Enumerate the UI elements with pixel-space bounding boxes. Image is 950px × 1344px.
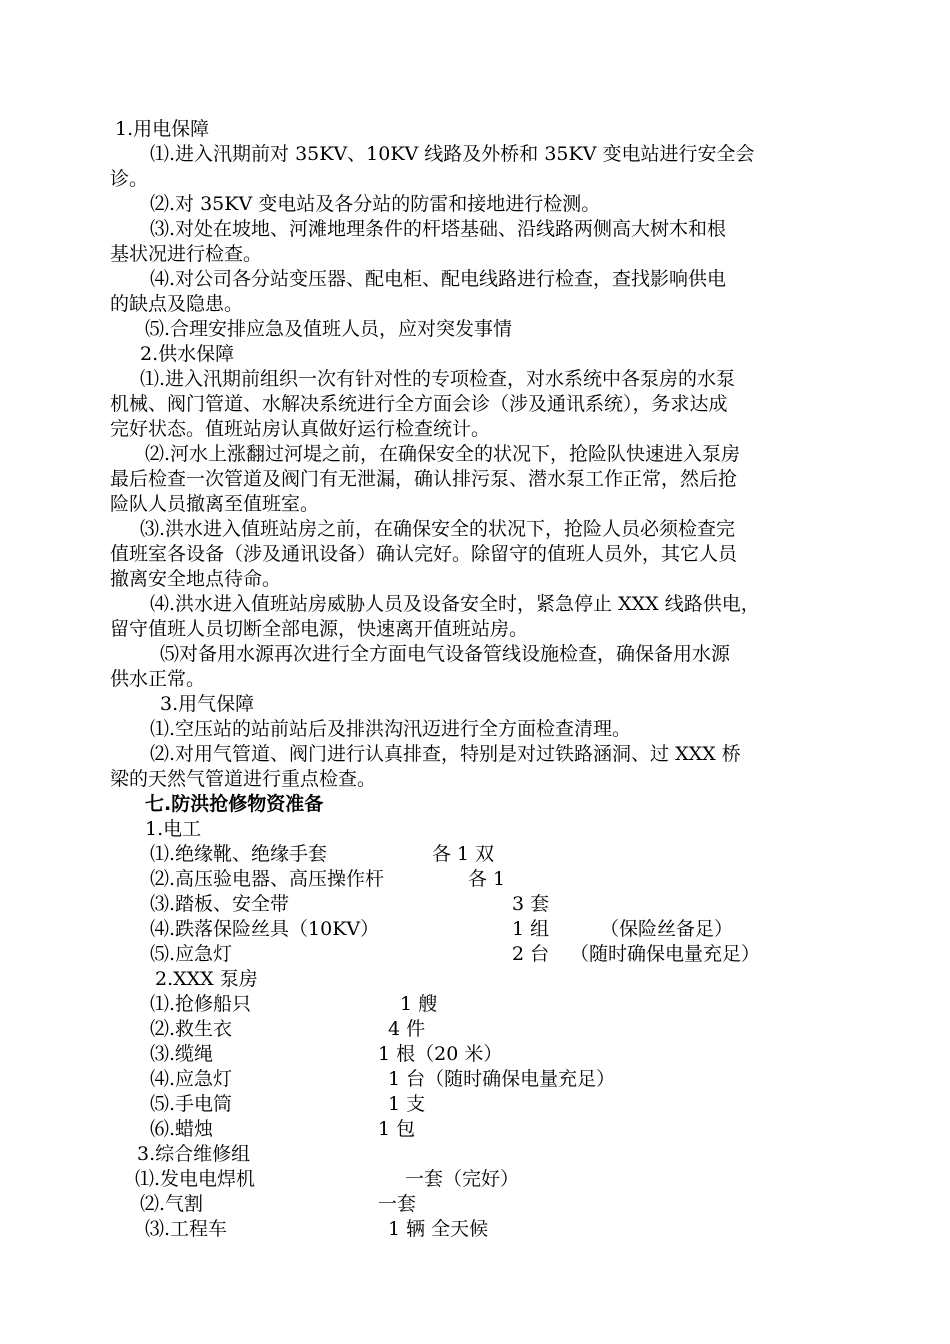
supply-row xyxy=(0,1192,950,1216)
paragraph-line: ⑵.河水上涨翻过河堤之前，在确保安全的状况下，抢险队快速进入泵房 xyxy=(145,443,741,465)
paragraph-line: 留守值班人员切断全部电源，快速离开值班站房。 xyxy=(110,618,529,640)
supply-row xyxy=(0,892,950,916)
paragraph-line: 完好状态。值班站房认真做好运行检查统计。 xyxy=(110,418,491,440)
supply-item: ⑵.救生衣 xyxy=(150,1018,233,1040)
supply-qty: 3 套 xyxy=(512,893,550,915)
supply-qty: 一套 xyxy=(378,1193,417,1215)
section-title-supplies: 七.防洪抢修物资准备 xyxy=(145,793,324,815)
paragraph-line: 供水正常。 xyxy=(110,668,206,690)
supply-qty: 1 台（随时确保电量充足） xyxy=(388,1068,616,1090)
heading-water: 2.供水保障 xyxy=(140,343,235,365)
supply-note: （随时确保电量充足） xyxy=(570,943,761,965)
supply-row xyxy=(0,917,950,941)
paragraph-line: ⑷.洪水进入值班站房威胁人员及设备安全时，紧急停止 XXX 线路供电， xyxy=(150,593,760,615)
supply-qty: 1 支 xyxy=(388,1093,426,1115)
supply-item: ⑶.工程车 xyxy=(145,1218,228,1240)
supply-qty: 各 1 xyxy=(468,868,506,890)
supply-row xyxy=(0,1117,950,1141)
paragraph-line: 撤离安全地点待命。 xyxy=(110,568,282,590)
supply-row xyxy=(0,867,950,891)
paragraph-line: 值班室各设备（涉及通讯设备）确认完好。除留守的值班人员外，其它人员 xyxy=(110,543,738,565)
heading-power: 1.用电保障 xyxy=(115,118,210,140)
paragraph-line: ⑷.对公司各分站变压器、配电柜、配电线路进行检查，查找影响供电 xyxy=(150,268,727,290)
paragraph-line: ⑴.空压站的站前站后及排洪沟汛迈进行全方面检查清理。 xyxy=(150,718,632,740)
supply-row xyxy=(0,942,950,966)
supply-qty: 1 根（20 米） xyxy=(378,1043,503,1065)
supply-row xyxy=(0,1017,950,1041)
supply-row xyxy=(0,992,950,1016)
supply-qty: 4 件 xyxy=(388,1018,426,1040)
subheading-pump-room: 2.XXX 泵房 xyxy=(155,968,258,990)
subheading-electrician: 1.电工 xyxy=(145,818,202,840)
supply-row xyxy=(0,842,950,866)
supply-row xyxy=(0,1042,950,1066)
supply-note: （保险丝备足） xyxy=(600,918,734,940)
supply-qty: 一套（完好） xyxy=(405,1168,520,1190)
supply-item: ⑵.气割 xyxy=(140,1193,204,1215)
supply-qty: 1 包 xyxy=(378,1118,416,1140)
supply-item: ⑴.抢修船只 xyxy=(150,993,252,1015)
supply-item: ⑷.跌落保险丝具（10KV） xyxy=(150,918,380,940)
paragraph-line: 基状况进行检查。 xyxy=(110,243,263,265)
paragraph-line: ⑴.进入汛期前组织一次有针对性的专项检查，对水系统中各泵房的水泵 xyxy=(140,368,736,390)
supply-item: ⑶.缆绳 xyxy=(150,1043,214,1065)
supply-qty: 1 艘 xyxy=(400,993,438,1015)
supply-item: ⑸.手电筒 xyxy=(150,1093,233,1115)
supply-item: ⑴.发电电焊机 xyxy=(135,1168,256,1190)
heading-gas: 3.用气保障 xyxy=(160,693,255,715)
supply-item: ⑸.应急灯 xyxy=(150,943,233,965)
supply-row xyxy=(0,1092,950,1116)
supply-qty: 2 台 xyxy=(512,943,550,965)
supply-item: ⑴.绝缘靴、绝缘手套 xyxy=(150,843,328,865)
paragraph-line: ⑶.洪水进入值班站房之前，在确保安全的状况下，抢险人员必须检查完 xyxy=(140,518,736,540)
supply-row xyxy=(0,1167,950,1191)
paragraph-line: 的缺点及隐患。 xyxy=(110,293,244,315)
paragraph-line: ⑶.对处在坡地、河滩地理条件的杆塔基础、沿线路两侧高大树木和根 xyxy=(150,218,727,240)
paragraph-line: 最后检查一次管道及阀门有无泄漏，确认排污泵、潜水泵工作正常，然后抢 xyxy=(110,468,738,490)
paragraph-line: ⑴.进入汛期前对 35KV、10KV 线路及外桥和 35KV 变电站进行安全会 xyxy=(150,143,755,165)
supply-item: ⑷.应急灯 xyxy=(150,1068,233,1090)
supply-item: ⑹.蜡烛 xyxy=(150,1118,214,1140)
paragraph-line: 险队人员撤离至值班室。 xyxy=(110,493,320,515)
supply-item: ⑶.踏板、安全带 xyxy=(150,893,290,915)
paragraph-line: ⑸对备用水源再次进行全方面电气设备管线设施检查，确保备用水源 xyxy=(160,643,731,665)
paragraph-line: ⑵.对用气管道、阀门进行认真排查，特别是对过铁路涵洞、过 XXX 桥 xyxy=(150,743,741,765)
supply-item: ⑵.高压验电器、高压操作杆 xyxy=(150,868,385,890)
supply-qty: 各 1 双 xyxy=(432,843,495,865)
subheading-maintenance: 3.综合维修组 xyxy=(137,1143,251,1165)
paragraph-line: ⑵.对 35KV 变电站及各分站的防雷和接地进行检测。 xyxy=(150,193,601,215)
supply-qty: 1 辆 全天候 xyxy=(388,1218,489,1240)
paragraph-line: 机械、阀门管道、水解决系统进行全方面会诊（涉及通讯系统），务求达成 xyxy=(110,393,728,415)
paragraph-line: 梁的天然气管道进行重点检查。 xyxy=(110,768,377,790)
supply-row xyxy=(0,1067,950,1091)
paragraph-line: 诊。 xyxy=(110,168,149,190)
paragraph-line: ⑸.合理安排应急及值班人员，应对突发事情 xyxy=(145,318,513,340)
supply-row xyxy=(0,1217,950,1241)
supply-qty: 1 组 xyxy=(512,918,550,940)
